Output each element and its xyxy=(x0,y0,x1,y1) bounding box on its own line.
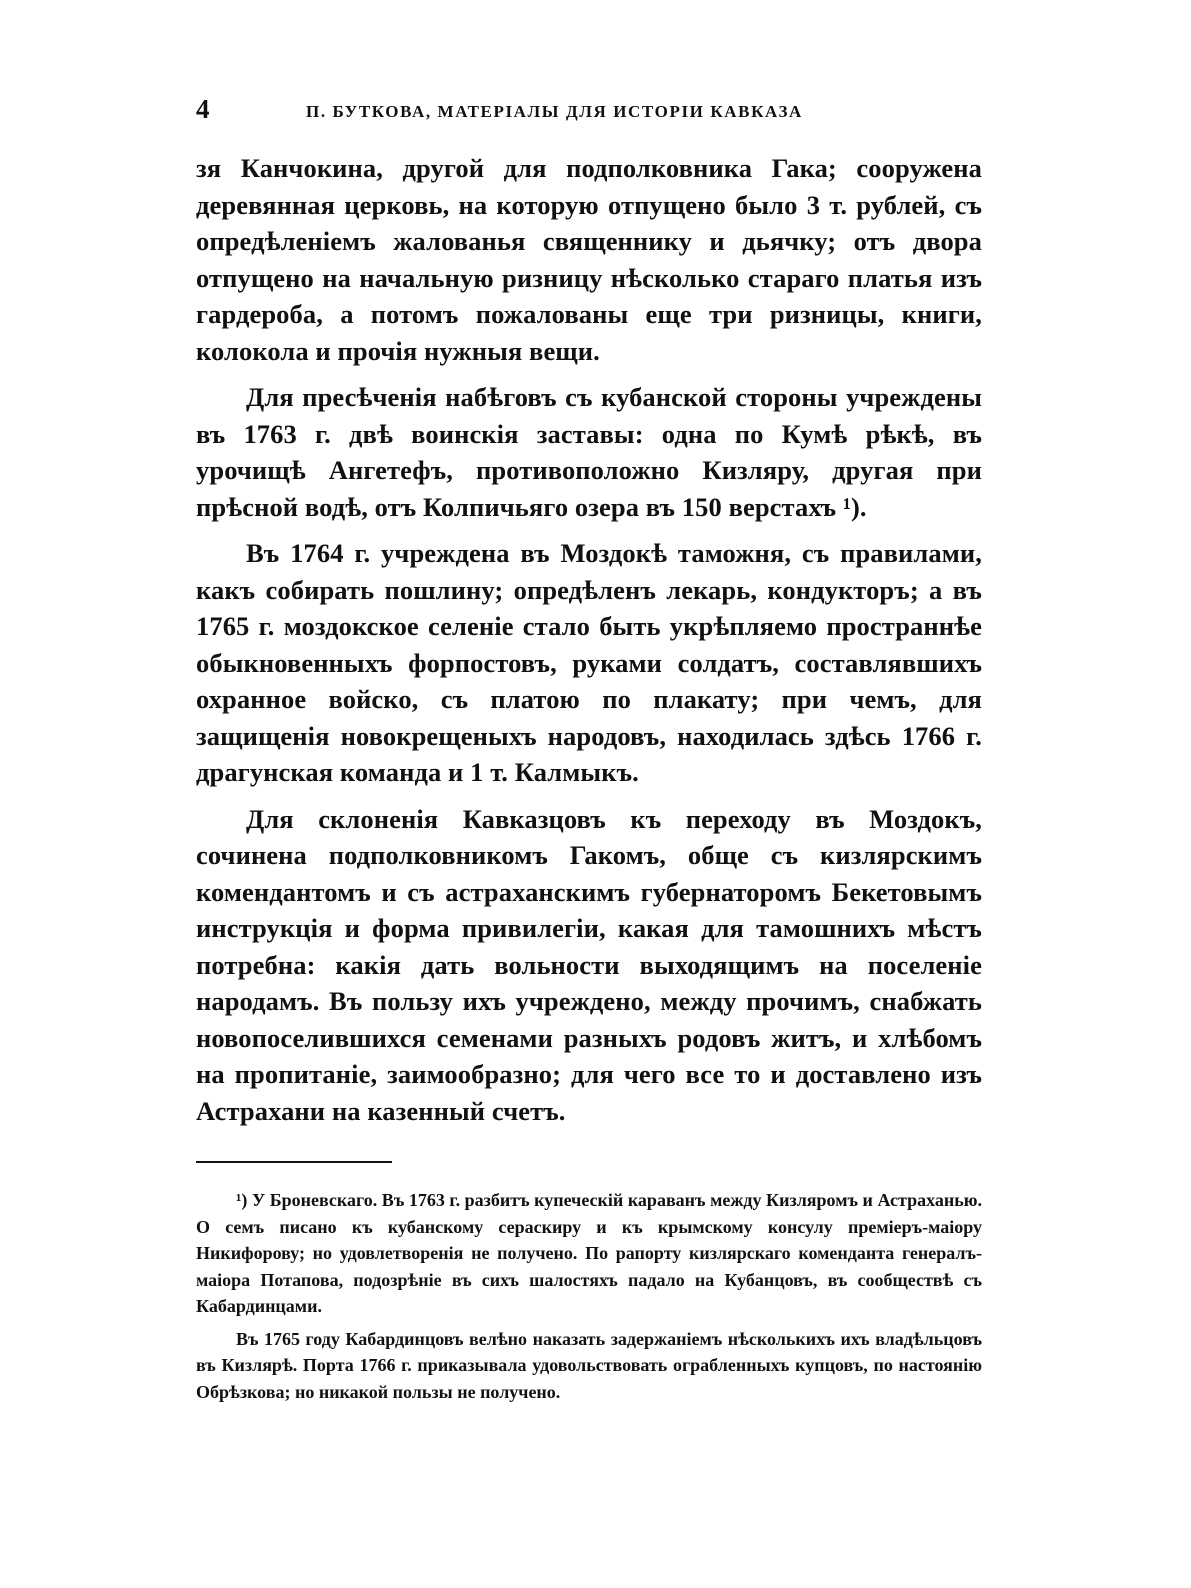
footnotes xyxy=(196,1187,982,1405)
page-header xyxy=(196,88,982,132)
paragraph-1: зя Канчокина, другой для подполковника Гака; сооружена деревянная церковь, на которую отпущено было 3 т. рублей, съ опредѣленіемъ жалованья священнику и дьячку; отъ двора отпущено на начальную ризницу нѣсколько стараго платья изъ гардероба, а потомъ пожалованы еще три ризницы, книги, колокола и прочія нужныя вещи. xyxy=(196,153,982,366)
footnote-1: ¹) У Броневскаго. Въ 1763 г. разбитъ купеческій караванъ между Кизляромъ и Астраханью. О семъ писано къ кубанскому сераскиру и къ крымскому консулу преміеръ-маіору Никифорову; но удовлетворенія не получено. По рапорту кизлярскаго коменданта генералъ-маіора Потапова, подозрѣніе въ сихъ шалостяхъ падало на Кубанцовъ, въ сообществѣ съ Кабардинцами. xyxy=(196,1190,982,1316)
running-title: П. БУТКОВА, МАТЕРІАЛЫ ДЛЯ ИСТОРІИ КАВКАЗА xyxy=(306,102,803,121)
body-text xyxy=(196,150,982,1129)
footnote-1-continued: Въ 1765 году Кабардинцовъ велѣно наказать задержаніемъ нѣсколькихъ ихъ владѣльцовъ въ Кизлярѣ. Порта 1766 г. приказывала удовольствовать ограбленныхъ купцовъ, по настоянію Обрѣзкова; но никакой пользы не получено. xyxy=(196,1328,982,1402)
book-page xyxy=(196,88,982,1405)
page-number: 4 xyxy=(196,94,210,124)
paragraph-3: Въ 1764 г. учреждена въ Моздокѣ таможня, съ правилами, какъ собирать пошлину; опредѣленъ лекарь, кондукторъ; а въ 1765 г. моздокское селеніе стало быть укрѣпляемо пространнѣе обыкновенныхъ форпостовъ, руками солдатъ, составлявшихъ охранное войско, съ платою по плакату; при чемъ, для защищенія новокрещеныхъ народовъ, находилась здѣсь 1766 г. драгунская команда и 1 т. Калмыкъ. xyxy=(196,538,982,787)
footnote-divider xyxy=(196,1161,392,1163)
paragraph-2: Для пресѣченія набѣговъ съ кубанской стороны учреждены въ 1763 г. двѣ воинскія заставы: одна по Кумѣ рѣкѣ, въ урочищѣ Ангетефъ, противоположно Кизляру, другая при прѣсной водѣ, отъ Колпичьяго озера въ 150 верстахъ ¹). xyxy=(196,382,982,522)
paragraph-4: Для склоненія Кавказцовъ къ переходу въ Моздокъ, сочинена подполковникомъ Гакомъ, обще съ кизлярскимъ комендантомъ и съ астраханскимъ губернаторомъ Бекетовымъ инструкція и форма привилегіи, какая для тамошнихъ мѣстъ потребна: какія дать вольности выходящимъ на поселеніе народамъ. Въ пользу ихъ учреждено, между прочимъ, снабжать новопоселившихся семенами разныхъ родовъ житъ, и хлѣбомъ на пропитаніе, заимообразно; для чего все то и доставлено изъ Астрахани на казенный счетъ. xyxy=(196,803,982,1126)
